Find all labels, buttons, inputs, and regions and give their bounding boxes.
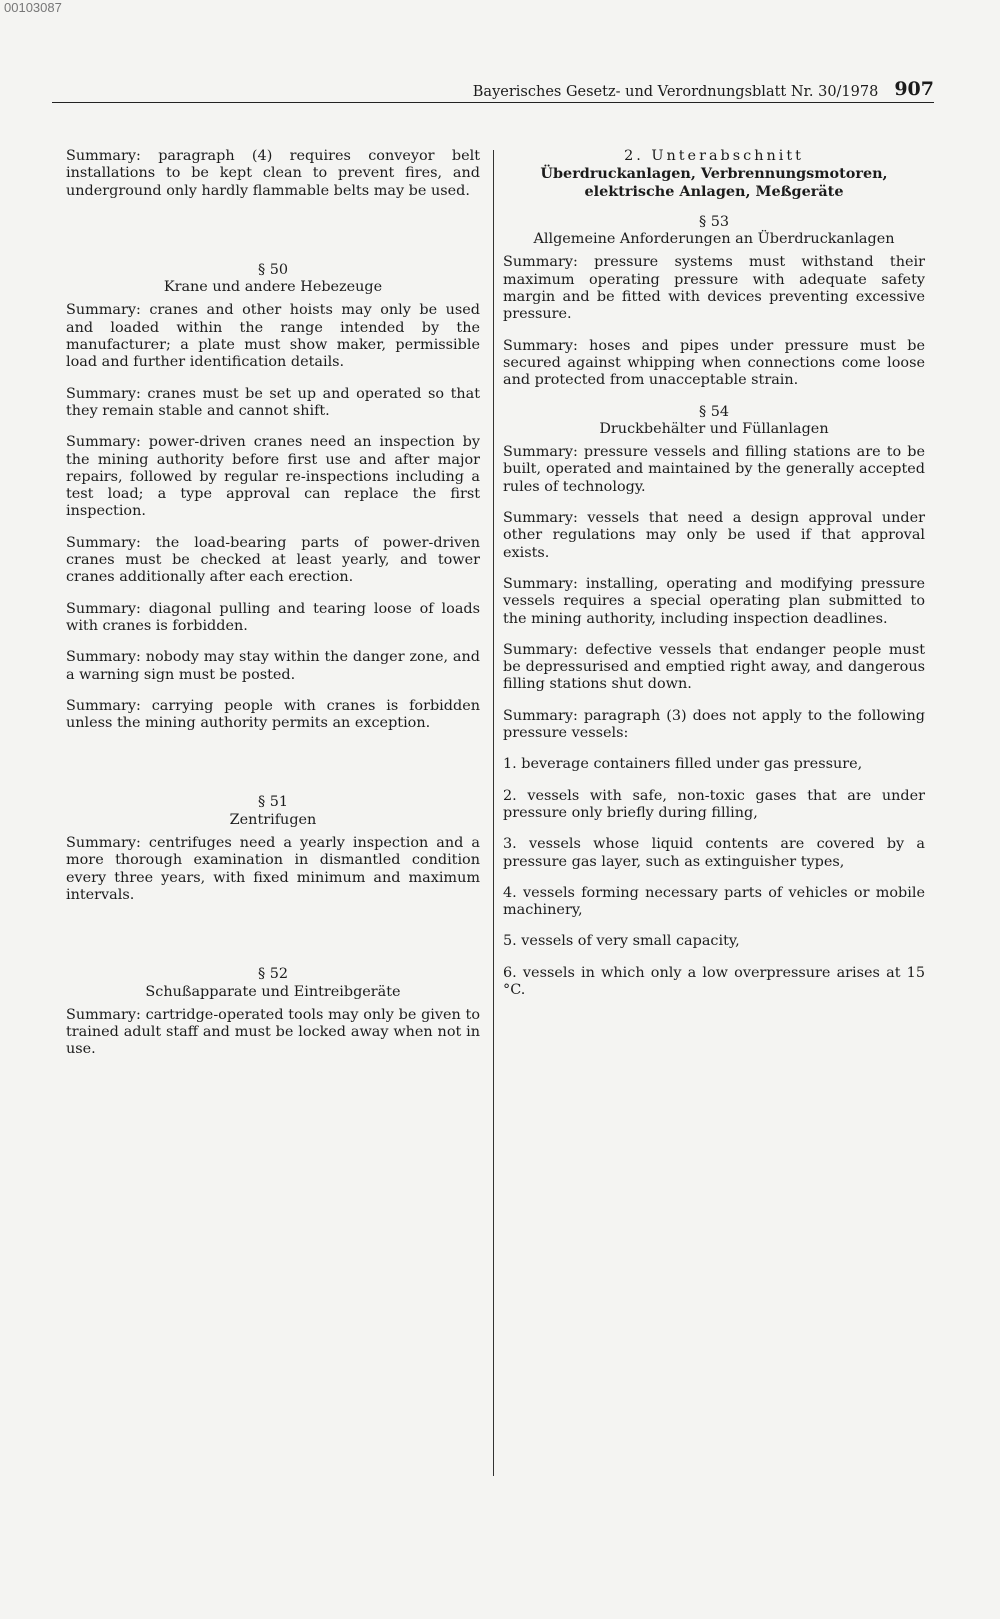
list-item: 2. vessels with safe, non-toxic gases that are under pressure only briefly during filling, — [503, 787, 925, 821]
subsection-title: Überdruckanlagen, Verbrennungsmotoren, elektrische Anlagen, Meßgeräte — [540, 165, 888, 200]
list-item: 6. vessels in which only a low overpressure arises at 15 °C. — [503, 964, 925, 998]
section-53-heading — [503, 214, 925, 249]
list-item: 3. vessels whose liquid contents are covered by a pressure gas layer, such as extinguisher types, — [503, 836, 925, 870]
section-number: § 50 — [257, 261, 289, 278]
section-number: § 53 — [698, 213, 730, 230]
section-number: § 52 — [257, 966, 289, 983]
column-divider — [493, 150, 494, 1476]
paragraph: Summary: hoses and pipes under pressure must be secured against whipping when connections come loose and protected from unacceptable strain. — [503, 337, 925, 389]
section-number: § 51 — [257, 794, 289, 811]
paragraph: Summary: cranes and other hoists may only be used and loaded within the range intended by the manufacturer; a plate must show maker, permissible load and further identification details. — [66, 302, 480, 371]
paragraph: Summary: installing, operating and modifying pressure vessels requires a special operating plan submitted to the mining authority, including inspection deadlines. — [503, 575, 925, 627]
paragraph: Summary: diagonal pulling and tearing loose of loads with cranes is forbidden. — [66, 600, 480, 634]
right-column — [503, 148, 925, 1013]
section-51-heading — [66, 794, 480, 829]
paragraph: Summary: carrying people with cranes is forbidden unless the mining authority permits an exception. — [66, 697, 480, 732]
intro-paragraph: Summary: paragraph (4) requires conveyor belt installations to be kept clean to prevent fires, and underground only hardly flammable belts may be used. — [66, 148, 480, 199]
subsection-label: 2. Unterabschnitt — [624, 148, 804, 164]
archive-number: 00103087 — [4, 0, 62, 15]
section-title: Allgemeine Anforderungen an Überdruckanlagen — [533, 231, 895, 248]
page-header — [52, 74, 934, 103]
list-item: 5. vessels of very small capacity, — [503, 933, 740, 950]
paragraph: Summary: cartridge-operated tools may only be given to trained adult staff and must be locked away when not in use. — [66, 1006, 480, 1058]
list-item: 4. vessels forming necessary parts of vehicles or mobile machinery, — [503, 884, 925, 919]
section-title: Druckbehälter und Füllanlagen — [599, 420, 829, 437]
page-number: 907 — [894, 78, 934, 100]
paragraph: Summary: defective vessels that endanger people must be depressurised and emptied right away, and dangerous filling stations shut down. — [503, 641, 925, 693]
section-54-heading — [503, 404, 925, 439]
list-item: 1. beverage containers filled under gas pressure, — [503, 756, 863, 773]
section-title: Krane und andere Hebezeuge — [163, 279, 383, 296]
section-50-heading — [66, 262, 480, 297]
section-title: Schußapparate und Eintreibgeräte — [145, 983, 401, 1000]
left-column — [66, 148, 480, 1073]
paragraph: Summary: vessels that need a design approval under other regulations may only be used if that approval exists. — [503, 510, 925, 561]
section-number: § 54 — [698, 403, 730, 420]
paragraph: Summary: cranes must be set up and operated so that they remain stable and cannot shift. — [66, 385, 480, 419]
section-52-heading — [66, 966, 480, 1001]
paragraph: Summary: paragraph (3) does not apply to the following pressure vessels: — [503, 707, 925, 742]
paragraph: Summary: nobody may stay within the danger zone, and a warning sign must be posted. — [66, 649, 480, 683]
paragraph: Summary: pressure systems must withstand their maximum operating pressure with adequate safety margin and be fitted with devices preventing excessive pressure. — [503, 254, 925, 323]
paragraph: Summary: power-driven cranes need an inspection by the mining authority before first use and after major repairs, followed by regular re-inspections including a test load; a type approval can replace the first inspection. — [66, 434, 480, 520]
paragraph: Summary: pressure vessels and filling stations are to be built, operated and maintained by the generally accepted rules of technology. — [503, 444, 925, 495]
paragraph: Summary: centrifuges need a yearly inspection and a more thorough examination in dismantled condition every three years, with fixed minimum and maximum intervals. — [66, 835, 480, 903]
journal-title: Bayerisches Gesetz- und Verordnungsblatt Nr. 30/1978 — [472, 84, 879, 100]
paragraph: Summary: the load-bearing parts of power-driven cranes must be checked at least yearly, and tower cranes additionally after each erection. — [66, 534, 480, 586]
section-title: Zentrifugen — [229, 811, 317, 828]
